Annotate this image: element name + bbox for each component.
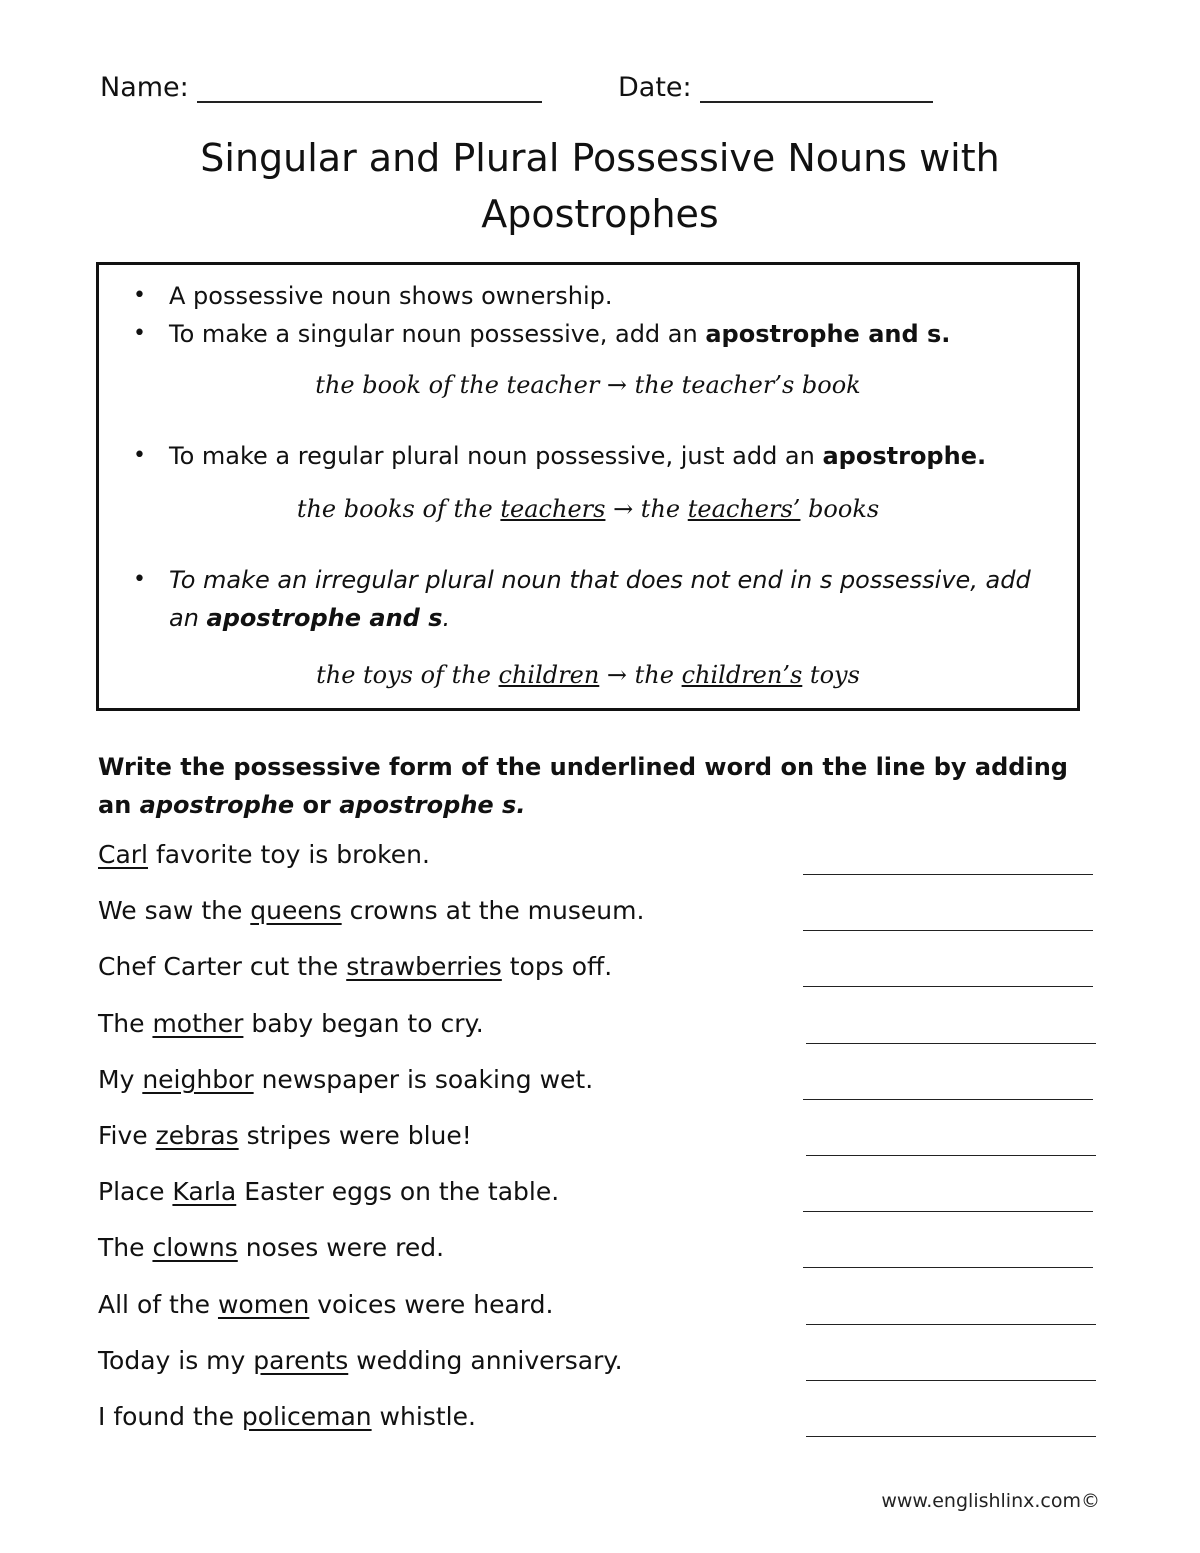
rule-1-text: A possessive noun shows ownership.	[169, 282, 613, 310]
rules-box	[96, 262, 1080, 711]
question-row	[98, 1346, 1098, 1386]
date-label: Date:	[618, 72, 692, 103]
rule-3	[133, 437, 986, 475]
answer-line[interactable]	[803, 1099, 1093, 1100]
question-text	[98, 1121, 472, 1150]
rule-3-bold: apostrophe.	[822, 442, 987, 470]
instructions-text: Write the possessive form of the underlined word on the line by adding an	[98, 753, 1068, 819]
answer-line[interactable]	[806, 1043, 1096, 1044]
answer-line[interactable]	[803, 1267, 1093, 1268]
answer-line[interactable]	[806, 1324, 1096, 1325]
question-suffix: favorite toy is broken.	[148, 840, 430, 869]
example-1: the book of the teacher → the teacher’s book	[315, 371, 861, 399]
bullet-icon: •	[133, 283, 146, 308]
answer-line[interactable]	[806, 1155, 1096, 1156]
question-suffix: wedding anniversary.	[348, 1345, 623, 1375]
question-suffix: voices were heard.	[309, 1289, 554, 1319]
example-3-underline: children	[498, 661, 600, 689]
instructions-term: apostrophe	[139, 791, 295, 819]
question-row	[98, 1402, 1098, 1442]
underlined-word: strawberries	[346, 952, 502, 982]
instructions-text: or	[294, 791, 340, 819]
rule-2	[133, 315, 950, 353]
question-suffix: tops off.	[501, 952, 613, 982]
question-suffix: Easter eggs on the table.	[236, 1177, 560, 1207]
question-row	[98, 952, 1098, 992]
underlined-word: Carl	[98, 840, 148, 869]
rule-4-suffix: .	[442, 604, 451, 632]
answer-line[interactable]	[803, 930, 1093, 931]
example-3-part: → the	[599, 661, 682, 689]
instructions-term: apostrophe s.	[339, 791, 526, 819]
question-prefix: We saw the	[98, 896, 251, 926]
underlined-word: clowns	[152, 1233, 238, 1263]
question-prefix: The	[98, 1008, 153, 1038]
name-label: Name:	[100, 72, 189, 103]
rule-2-text: To make a singular noun possessive, add an	[169, 320, 706, 348]
answer-line[interactable]	[806, 1380, 1096, 1381]
answer-line[interactable]	[803, 1211, 1093, 1212]
name-line[interactable]	[197, 73, 542, 103]
rule-4-bold: apostrophe and s	[206, 604, 443, 632]
question-row	[98, 1290, 1098, 1330]
example-3	[99, 661, 1077, 689]
underlined-word: neighbor	[142, 1064, 254, 1094]
rule-4-text: To make an irregular plural noun that does not end in s possessive, add an	[169, 566, 1031, 632]
example-2-underline: teachers	[500, 495, 606, 523]
question-row	[98, 1121, 1098, 1161]
question-row	[98, 1009, 1098, 1049]
name-field[interactable]	[100, 72, 542, 103]
date-line[interactable]	[700, 73, 933, 103]
answer-line[interactable]	[803, 986, 1093, 987]
example-2-part: the books of the	[296, 495, 501, 523]
footer-url: www.englishlinx.com©	[881, 1490, 1100, 1512]
question-row	[98, 1065, 1098, 1105]
question-suffix: baby began to cry.	[243, 1008, 484, 1038]
worksheet-title: Singular and Plural Possessive Nouns with Apostrophes	[200, 136, 1000, 236]
question-row	[98, 1177, 1098, 1217]
underlined-word: women	[217, 1289, 310, 1319]
example-3-underline: children’s	[681, 661, 803, 689]
question-text	[98, 1346, 623, 1375]
date-field[interactable]	[618, 72, 933, 103]
rule-1	[133, 277, 613, 315]
bullet-icon: •	[133, 321, 146, 346]
underlined-word: queens	[250, 896, 342, 926]
underlined-word: zebras	[155, 1121, 239, 1150]
underlined-word: mother	[152, 1008, 244, 1038]
question-text	[98, 1402, 476, 1431]
example-3-part: the toys of the	[316, 661, 499, 689]
bullet-icon: •	[133, 443, 146, 468]
question-row	[98, 840, 1098, 880]
question-text	[98, 896, 644, 925]
example-2-part: books	[800, 495, 880, 523]
question-prefix: I found the	[98, 1402, 242, 1431]
bullet-icon: •	[133, 567, 146, 592]
rule-2-bold: apostrophe and s.	[705, 320, 951, 348]
question-suffix: newspaper is soaking wet.	[253, 1064, 594, 1094]
example-2	[99, 495, 1077, 523]
question-text	[98, 840, 430, 869]
question-prefix: My	[98, 1064, 143, 1094]
question-text	[98, 1065, 593, 1094]
question-suffix: crowns at the museum.	[341, 896, 645, 926]
question-suffix: stripes were blue!	[238, 1121, 472, 1150]
rule-4	[133, 561, 1033, 637]
underlined-word: Karla	[172, 1177, 237, 1207]
example-2-part: → the	[605, 495, 688, 523]
example-2-underline: teachers’	[687, 495, 801, 523]
answer-line[interactable]	[803, 874, 1093, 875]
question-suffix: whistle.	[371, 1402, 476, 1431]
question-row	[98, 1233, 1098, 1273]
instructions	[98, 748, 1098, 824]
question-prefix: All of the	[98, 1289, 218, 1319]
question-text	[98, 1177, 559, 1206]
question-row	[98, 896, 1098, 936]
example-3-part: toys	[802, 661, 860, 689]
question-prefix: The	[98, 1233, 153, 1263]
question-suffix: noses were red.	[237, 1233, 445, 1263]
question-prefix: Chef Carter cut the	[98, 952, 347, 982]
question-text	[98, 1009, 484, 1038]
question-text	[98, 952, 612, 981]
question-text	[98, 1290, 553, 1319]
question-prefix: Place	[98, 1177, 173, 1207]
answer-line[interactable]	[806, 1436, 1096, 1437]
question-text	[98, 1233, 444, 1262]
underlined-word: policeman	[241, 1402, 372, 1431]
question-prefix: Today is my	[98, 1345, 254, 1375]
question-prefix: Five	[98, 1121, 156, 1150]
underlined-word: parents	[253, 1345, 349, 1375]
rule-3-text: To make a regular plural noun possessive, just add an	[169, 442, 823, 470]
